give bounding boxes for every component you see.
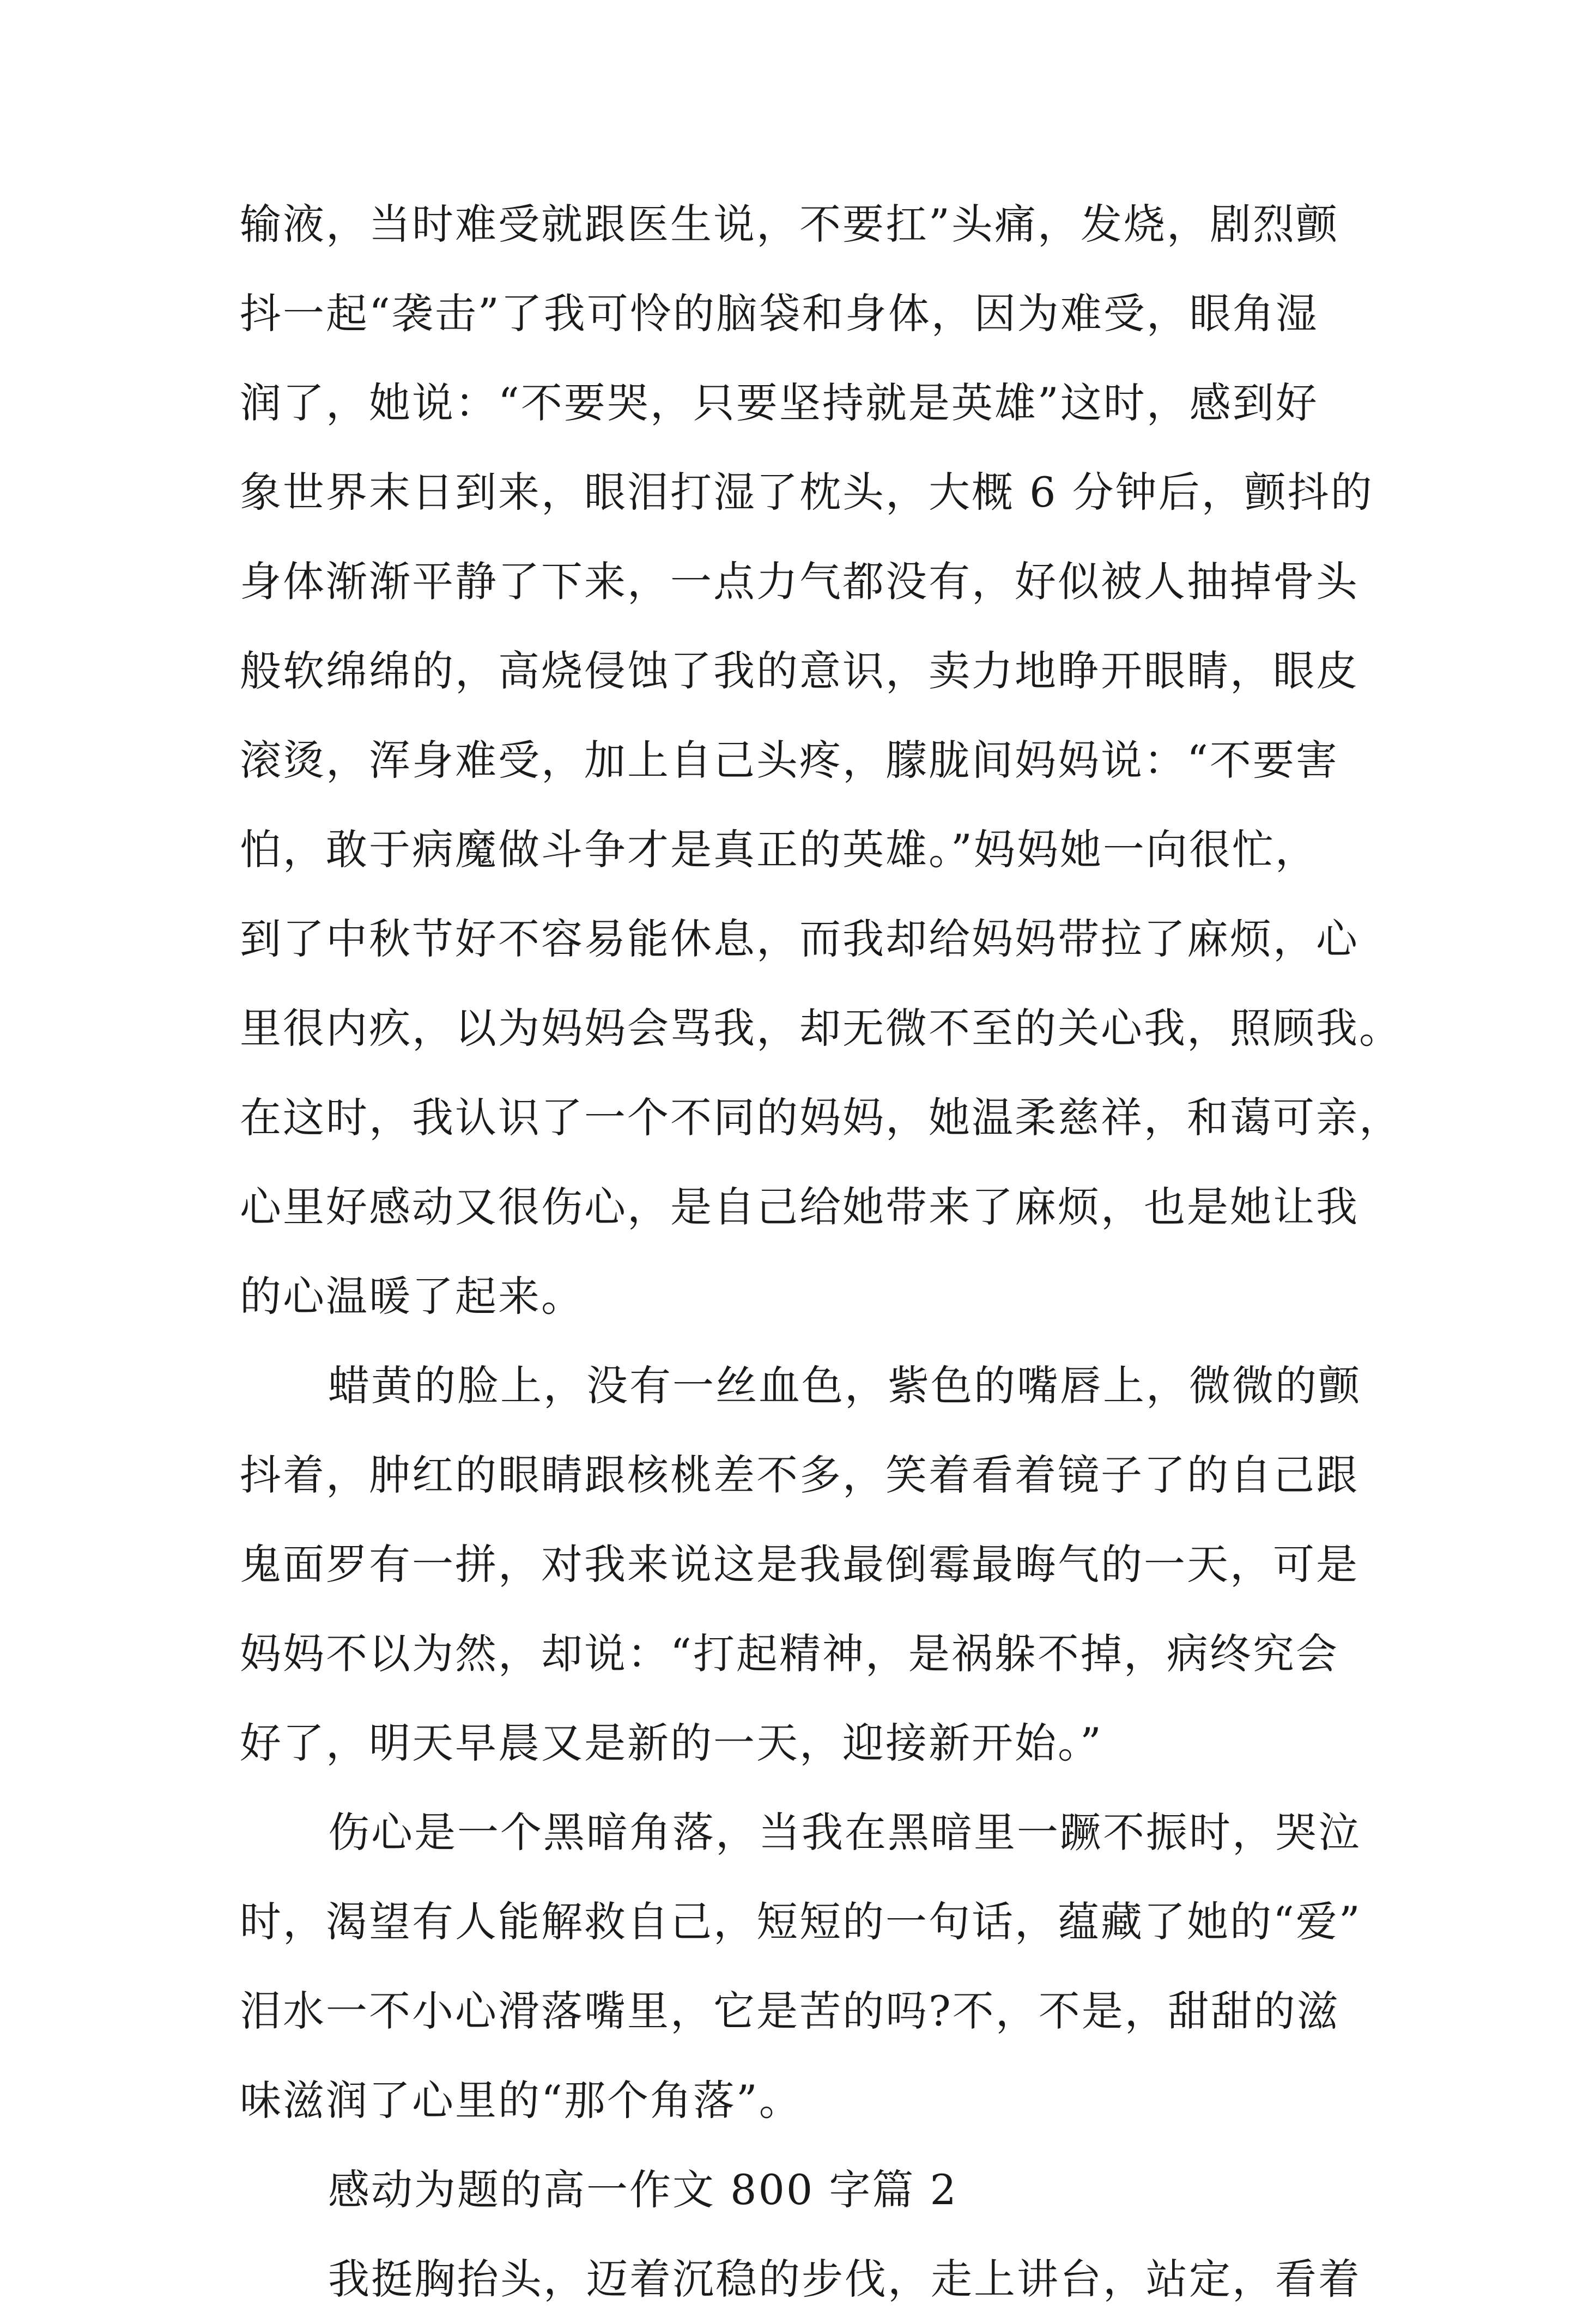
paragraph-1 — [240, 180, 1402, 1341]
text-line: 心里好感动又很伤心，是自己给她带来了麻烦，也是她让我 — [240, 1183, 1359, 1231]
text-line: 滚烫，浑身难受，加上自己头疼，朦胧间妈妈说：“不要害 — [240, 736, 1339, 784]
text-line: 怕，敢于病魔做斗争才是真正的英雄。”妈妈她一向很忙， — [240, 825, 1318, 874]
paragraph-4 — [240, 2235, 1361, 2324]
section-heading — [240, 2145, 1346, 2235]
text-line: 在这时，我认识了一个不同的妈妈，她温柔慈祥，和蔼可亲， — [240, 1093, 1402, 1142]
text-line: 泪水一不小心滑落嘴里，它是苦的吗?不，不是，甜甜的滋 — [240, 1987, 1340, 2035]
text-line: 鬼面罗有一拼，对我来说这是我最倒霉最晦气的一天，可是 — [240, 1540, 1359, 1589]
paragraph-2 — [240, 1341, 1361, 1788]
text-line: 蜡黄的脸上，没有一丝血色，紫色的嘴唇上，微微的颤 — [328, 1361, 1361, 1410]
text-line: 味滋润了心里的“那个角落”。 — [240, 2076, 802, 2125]
text-line: 身体渐渐平静了下来，一点力气都没有，好似被人抽掉骨头 — [240, 557, 1359, 606]
text-line: 好了，明天早晨又是新的一天，迎接新开始。” — [240, 1719, 1103, 1767]
text-line: 我挺胸抬头，迈着沉稳的步伐，走上讲台，站定，看着 — [328, 2255, 1361, 2303]
text-line: 时，渴望有人能解救自己，短短的一句话，蕴藏了她的“爱” — [240, 1897, 1362, 1946]
text-line: 润了，她说：“不要哭，只要坚持就是英雄”这时，感到好 — [240, 379, 1319, 427]
text-line: 抖一起“袭击”了我可怜的脑袋和身体，因为难受，眼角湿 — [240, 289, 1319, 338]
text-line: 般软绵绵的，高烧侵蚀了我的意识，卖力地睁开眼睛，眼皮 — [240, 647, 1359, 695]
text-line: 到了中秋节好不容易能休息，而我却给妈妈带拉了麻烦，心 — [240, 915, 1359, 963]
text-line: 妈妈不以为然，却说：“打起精神，是祸躲不掉，病终究会 — [240, 1629, 1339, 1678]
text-line: 伤心是一个黑暗角落，当我在黑暗里一蹶不振时，哭泣 — [328, 1808, 1361, 1857]
text-line: 抖着，肿红的眼睛跟核桃差不多，笑着看着镜子了的自己跟 — [240, 1451, 1359, 1499]
text-line: 象世界末日到来，眼泪打湿了枕头，大概 6 分钟后，颤抖的 — [240, 468, 1374, 516]
text-line: 的心温暖了起来。 — [240, 1272, 584, 1321]
text-line: 输液，当时难受就跟医生说，不要扛”头痛，发烧，剧烈颤 — [240, 200, 1339, 248]
heading-line: 感动为题的高一作文 800 字篇 2 — [328, 2165, 958, 2214]
paragraph-3 — [240, 1788, 1362, 2145]
document-body — [240, 180, 1402, 2324]
text-line: 里很内疚，以为妈妈会骂我，却无微不至的关心我，照顾我。 — [240, 1004, 1402, 1053]
